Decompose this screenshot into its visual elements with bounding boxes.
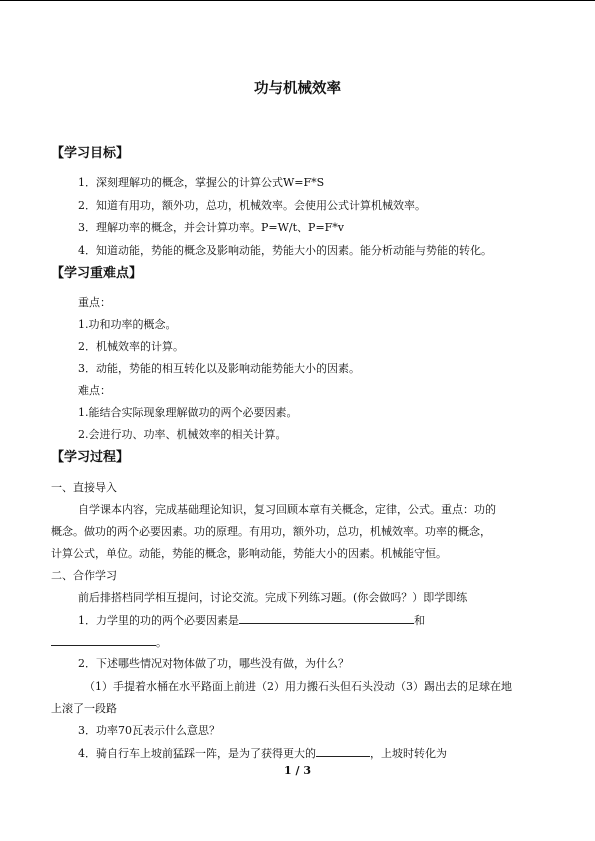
question-3: 3．功率70瓦表示什么意思？: [78, 724, 220, 737]
key-item-2: 2．机械效率的计算。: [78, 340, 184, 353]
section-heading-process: 【学习过程】: [51, 450, 130, 465]
part1-label: 一、直接导入: [51, 481, 117, 494]
question-2-line-2: 上滚了一段路: [51, 702, 117, 715]
question-1-and: 和: [414, 614, 425, 627]
question-2: 2．下述哪些情况对物体做了功，哪些没有做，为什么？: [78, 657, 349, 670]
part2-intro: 前后排搭档同学相互提问，讨论交流。完成下列练习题。(你会做吗？）即学即练: [78, 591, 468, 604]
key-label: 重点：: [78, 296, 111, 309]
question-1-text: 1．力学里的功的两个必要因素是: [78, 614, 239, 627]
goal-item-2: 2．知道有用功，额外功，总功，机械效率。会使用公式计算机械效率。: [78, 199, 426, 212]
section-heading-key-points: 【学习重难点】: [51, 266, 143, 281]
key-item-3: 3．动能，势能的相互转化以及影响动能势能大小的因素。: [78, 362, 360, 375]
section-heading-goals: 【学习目标】: [51, 146, 130, 161]
goal-item-4: 4．知道动能，势能的概念及影响动能，势能大小的因素。能分析动能与势能的转化。: [78, 244, 492, 257]
answer-blank-1[interactable]: [239, 613, 414, 624]
answer-blank-3[interactable]: [316, 746, 370, 757]
question-2-line-1: （1）手提着水桶在水平路面上前进（2）用力搬石头但石头没动（3）踢出去的足球在地: [84, 680, 512, 693]
header-rule: [0, 0, 595, 1]
difficult-item-1: 1.能结合实际现象理解做功的两个必要因素。: [78, 406, 298, 419]
part2-label: 二、合作学习: [51, 569, 117, 582]
difficult-label: 难点：: [78, 384, 111, 397]
page-number: 1 / 3: [284, 764, 311, 777]
question-1-continuation: [51, 635, 167, 650]
question-4: [78, 746, 447, 761]
goal-item-3: 3．理解功率的概念，并会计算功率。P=W/t、P=F*v: [78, 221, 345, 234]
document-title: 功与机械效率: [254, 81, 341, 97]
question-1-end: 。: [156, 636, 167, 649]
part1-line-3: 计算公式，单位。动能，势能的概念，影响动能，势能大小的因素。机械能守恒。: [51, 547, 447, 560]
answer-blank-2[interactable]: [51, 635, 156, 646]
difficult-item-2: 2.会进行功、功率、机械效率的相关计算。: [78, 428, 287, 441]
question-4-end: ，上坡时转化为: [370, 747, 447, 760]
key-item-1: 1.功和功率的概念。: [78, 318, 177, 331]
question-4-text: 4．骑自行车上坡前猛踩一阵，是为了获得更大的: [78, 747, 316, 760]
part1-line-2: 概念。做功的两个必要因素。功的原理。有用功，额外功，总功，机械效率。功率的概念，: [51, 525, 491, 538]
part1-line-1: 自学课本内容，完成基础理论知识，复习回顾本章有关概念，定律，公式。重点：功的: [78, 503, 496, 516]
question-1: [78, 613, 425, 628]
goal-item-1: 1．深刻理解功的概念，掌握公的计算公式W=F*S: [78, 176, 325, 189]
